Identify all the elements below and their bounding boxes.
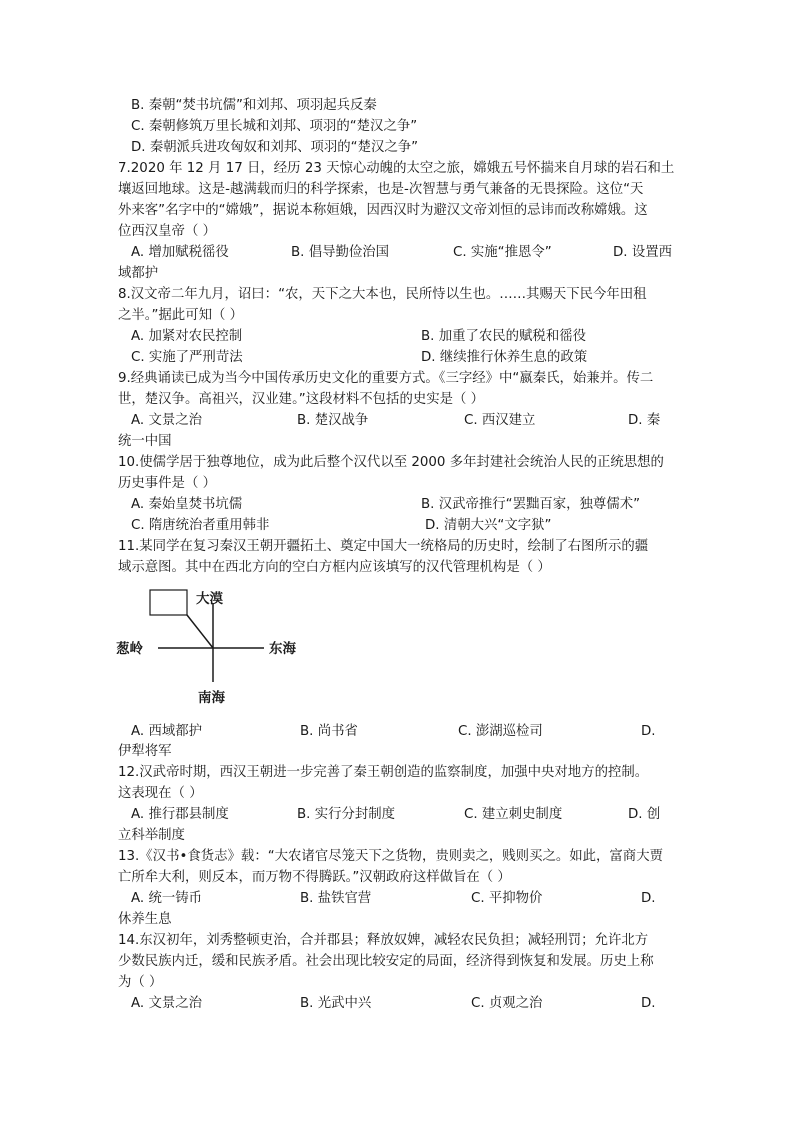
q7-option-b: B. 倡导勤俭治国 xyxy=(291,245,390,260)
q7-option-d-continued: 域都护 xyxy=(118,266,159,281)
q7-option-a: A. 增加赋税徭役 xyxy=(131,245,229,260)
q7-option-c: C. 实施“推恩令” xyxy=(453,245,552,260)
map-label-south: 南海 xyxy=(198,690,225,706)
q11-option-d: D. xyxy=(641,724,656,739)
q13-option-d: D. xyxy=(641,891,656,906)
q7-stem-line-3: 外来客”名字中的“嫦娥”，据说本称姮娥，因西汉时为避汉文帝刘恒的忌讳而改称嫦娥。这 xyxy=(118,203,648,218)
northwest-line xyxy=(187,615,213,648)
q8-stem-line-2: 之半。”据此可知（ ） xyxy=(118,308,244,323)
q10-option-d: D. 清朝大兴“文字狱” xyxy=(425,518,552,533)
map-label-north: 大漠 xyxy=(196,591,223,607)
q6-option-b: B. 秦朝“焚书坑儒”和刘邦、项羽起兵反秦 xyxy=(131,98,377,113)
q10-option-c: C. 隋唐统治者重用韩非 xyxy=(131,518,270,533)
q9-option-b: B. 楚汉战争 xyxy=(297,413,369,428)
q12-stem-line-1: 12.汉武帝时期，西汉王朝进一步完善了秦王朝创造的监察制度，加强中央对地方的控制。 xyxy=(118,765,649,780)
q7-stem-line-4: 位西汉皇帝（ ） xyxy=(118,224,216,239)
blank-answer-box xyxy=(150,590,187,615)
territory-sketch-map xyxy=(112,584,312,714)
q11-option-d-continued: 伊犁将军 xyxy=(118,744,172,759)
q13-option-c: C. 平抑物价 xyxy=(471,891,543,906)
q7-option-d: D. 设置西 xyxy=(613,245,672,260)
q11-stem-line-1: 11.某同学在复习秦汉王朝开疆拓土、奠定中国大一统格局的历史时，绘制了右图所示的疆 xyxy=(118,539,649,554)
q14-option-c: C. 贞观之治 xyxy=(471,996,543,1011)
q10-stem-line-1: 10.使儒学居于独尊地位，成为此后整个汉代以至 2000 多年封建社会统治人民的正统思想的 xyxy=(118,455,664,470)
q8-option-a: A. 加紧对农民控制 xyxy=(131,329,243,344)
q11-option-b: B. 尚书省 xyxy=(300,724,358,739)
q14-option-a: A. 文景之治 xyxy=(131,996,202,1011)
q14-stem-line-1: 14.东汉初年，刘秀整顿吏治，合并郡县；释放奴婢，减轻农民负担；减轻刑罚；允许北方 xyxy=(118,933,649,948)
q11-stem-line-2: 域示意图。其中在西北方向的空白方框内应该填写的汉代管理机构是（ ） xyxy=(118,560,551,575)
q12-option-b: B. 实行分封制度 xyxy=(297,807,396,822)
q8-option-b: B. 加重了农民的赋税和徭役 xyxy=(421,329,586,344)
q12-stem-line-2: 这表现在（ ） xyxy=(118,786,203,801)
q9-option-a: A. 文景之治 xyxy=(131,413,202,428)
q14-option-d: D. xyxy=(641,996,656,1011)
q9-stem-line-2: 世，楚汉争。高祖兴，汉业建。”这段材料不包括的史实是（ ） xyxy=(118,392,485,407)
q14-stem-line-3: 为（ ） xyxy=(118,975,163,990)
q12-option-d: D. 创 xyxy=(628,807,661,822)
q11-option-c: C. 澎湖巡检司 xyxy=(458,724,543,739)
q9-option-c: C. 西汉建立 xyxy=(464,413,536,428)
q12-option-d-continued: 立科举制度 xyxy=(118,828,185,843)
q8-stem-line-1: 8.汉文帝二年九月，诏曰：“农，天下之大本也，民所恃以生也。……其赐天下民今年田租 xyxy=(118,287,647,302)
q8-option-c: C. 实施了严刑苛法 xyxy=(131,350,243,365)
q14-stem-line-2: 少数民族内迁，缓和民族矛盾。社会出现比较安定的局面，经济得到恢复和发展。历史上称 xyxy=(118,954,654,969)
q10-option-b: B. 汉武帝推行“罢黜百家，独尊儒术” xyxy=(421,497,641,512)
q8-option-d: D. 继续推行休养生息的政策 xyxy=(421,350,588,365)
q6-option-d: D. 秦朝派兵进攻匈奴和刘邦、项羽的“楚汉之争” xyxy=(131,140,419,155)
q14-option-b: B. 光武中兴 xyxy=(300,996,372,1011)
q13-option-d-continued: 休养生息 xyxy=(118,912,172,927)
q9-stem-line-1: 9.经典诵读已成为当今中国传承历史文化的重要方式。《三字经》中“嬴秦氏，始兼并。传二 xyxy=(118,371,654,386)
q10-stem-line-2: 历史事件是（ ） xyxy=(118,476,216,491)
q12-option-c: C. 建立刺史制度 xyxy=(464,807,563,822)
q13-option-a: A. 统一铸币 xyxy=(131,891,202,906)
map-label-east: 东海 xyxy=(269,641,296,657)
q13-stem-line-1: 13.《汉书•食货志》载：“大农诸官尽笼天下之货物，贵则卖之，贱则买之。如此，富商大贾 xyxy=(118,849,663,864)
q10-option-a: A. 秦始皇焚书坑儒 xyxy=(131,497,243,512)
q13-option-b: B. 盐铁官营 xyxy=(300,891,372,906)
q13-stem-line-2: 亡所牟大利，则反本，而万物不得腾跃。”汉朝政府这样做旨在（ ） xyxy=(118,870,511,885)
q12-option-a: A. 推行郡县制度 xyxy=(131,807,229,822)
q6-option-c: C. 秦朝修筑万里长城和刘邦、项羽的“楚汉之争” xyxy=(131,119,418,134)
q9-option-d-continued: 统一中国 xyxy=(118,434,172,449)
q7-stem-line-1: 7.2020 年 12 月 17 日，经历 23 天惊心动魄的太空之旅，嫦娥五号怀揣来自月球的岩石和土 xyxy=(118,161,675,176)
map-label-west: 葱岭 xyxy=(116,641,143,657)
q9-option-d: D. 秦 xyxy=(628,413,661,428)
q7-stem-line-2: 壤返回地球。这是-越满载而归的科学探索，也是-次智慧与勇气兼备的无畏探险。这位“天 xyxy=(118,182,644,197)
q11-option-a: A. 西域都护 xyxy=(131,724,202,739)
